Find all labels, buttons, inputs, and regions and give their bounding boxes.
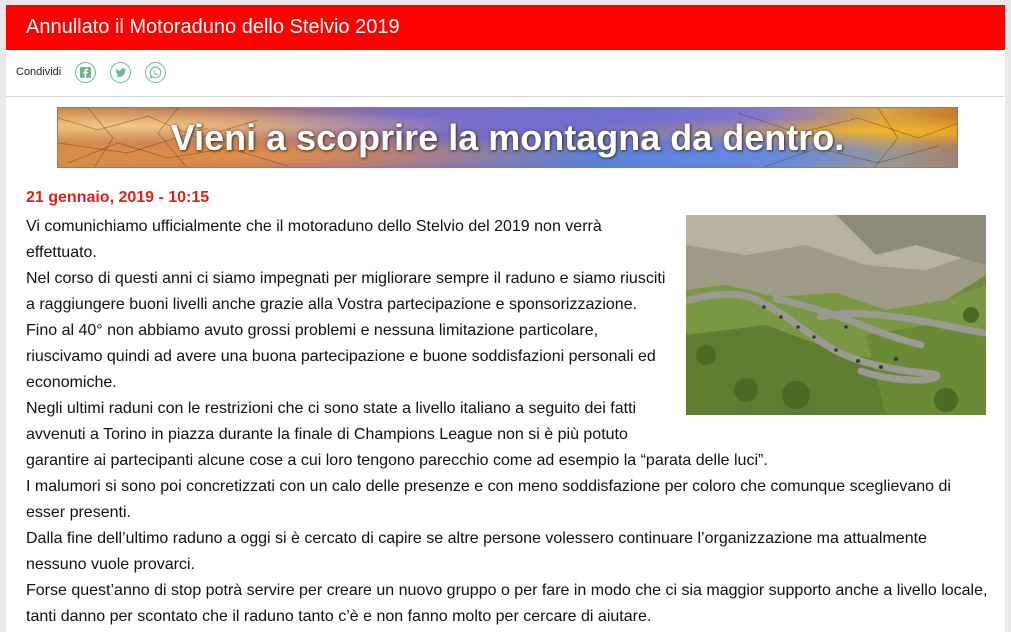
promo-banner[interactable] [57, 107, 958, 168]
article-line: tanti danno per scontato che il raduno tanto c’è e non fanno molto per cercare di aiutare. [26, 608, 652, 625]
article-line: riuscivamo quindi ad avere una buona partecipazione e buone soddisfazioni personali ed [26, 348, 656, 365]
article-line: I malumori si sono poi concretizzati con un calo delle presenze e con meno soddisfazione per coloro che comunque sceglievano di [26, 478, 951, 495]
article-line: a raggiungere buoni livelli anche grazie alla Vostra partecipazione e sponsorizzazione. [26, 296, 638, 313]
article-line: Negli ultimi raduni con le restrizioni che ci sono state a livello italiano a seguito dei fatti [26, 400, 637, 417]
twitter-icon [114, 66, 127, 79]
article-body [26, 214, 991, 630]
article-line: Fino al 40° non abbiamo avuto grossi problemi e nessuna limitazione particolare, [26, 322, 599, 339]
article-line: Vi comunichiamo ufficialmente che il motoraduno dello Stelvio del 2019 non verrà [26, 218, 602, 235]
title-bar [6, 5, 1005, 50]
article-line: nessuno vuole provarci. [26, 556, 195, 573]
article-line: effettuato. [26, 244, 97, 261]
facebook-share-button[interactable] [75, 62, 96, 83]
article-line: Dalla fine dell’ultimo raduno a oggi si è cercato di capire se altre persone volessero continuare l’organizzazione ma attualmente [26, 530, 927, 547]
article-line: Forse quest’anno di stop potrà servire per creare un nuovo gruppo o per fare in modo che ci sia maggior supporto anche a livello locale, [26, 582, 988, 599]
article-line: esser presenti. [26, 504, 131, 521]
share-label: Condividi [16, 66, 62, 78]
page-title: Annullato il Motoraduno dello Stelvio 2019 [26, 16, 400, 38]
twitter-share-button[interactable] [110, 62, 131, 83]
article-line: Nel corso di questi anni ci siamo impegnati per migliorare sempre il raduno e siamo riusciti [26, 270, 666, 287]
article-date: 21 gennaio, 2019 - 10:15 [26, 189, 210, 206]
article-line: economiche. [26, 374, 117, 391]
whatsapp-icon [149, 66, 162, 79]
banner-text: Vieni a scoprire la montagna da dentro. [170, 117, 845, 158]
facebook-icon [79, 66, 92, 79]
page-frame [6, 5, 1005, 632]
whatsapp-share-button[interactable] [145, 62, 166, 83]
article-line: garantire ai partecipanti alcune cose a cui loro tengono parecchio come ad esempio la “parata delle luci”. [26, 452, 768, 469]
share-bar [6, 50, 1005, 97]
article-line: avvenuti a Torino in piazza durante la finale di Champions League non si è più potuto [26, 426, 628, 443]
